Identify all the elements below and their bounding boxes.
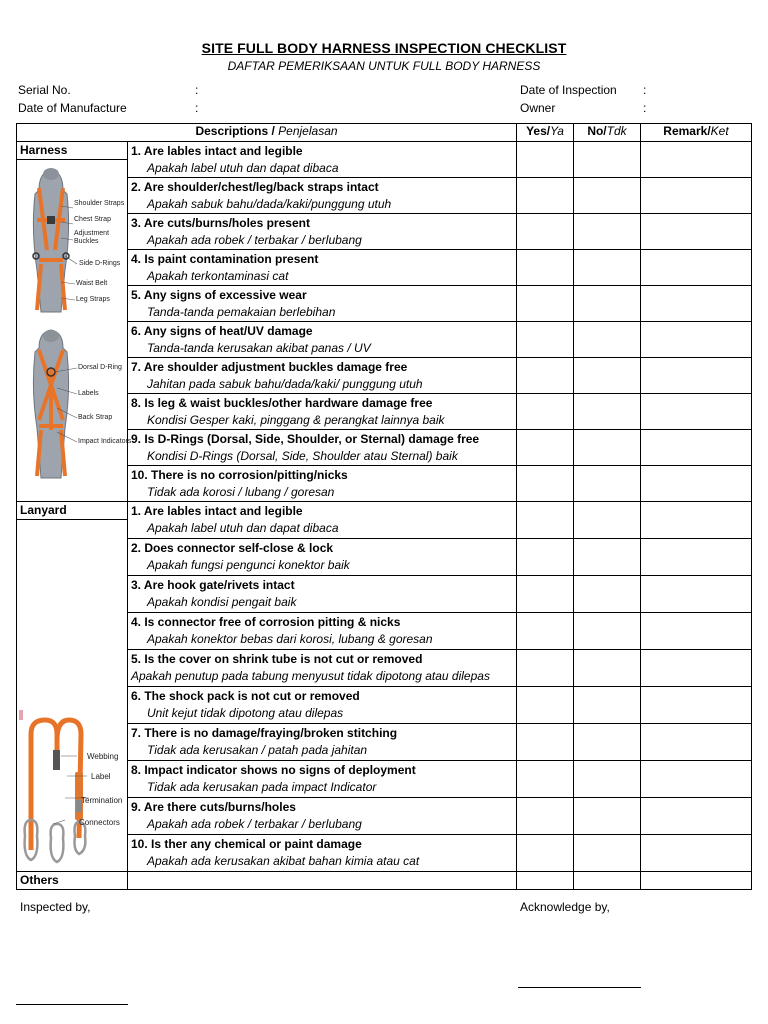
harness-item-no-cell[interactable] xyxy=(574,322,641,358)
harness-item-yes-cell[interactable] xyxy=(517,214,574,250)
harness-item-description xyxy=(128,178,517,214)
harness-section-cell xyxy=(17,142,132,502)
harness-item-yes-cell[interactable] xyxy=(517,322,574,358)
harness-item-description xyxy=(128,214,517,250)
harness-section xyxy=(17,142,752,502)
lanyard-item-remark-cell[interactable] xyxy=(641,687,752,724)
lanyard-item-remark-cell[interactable] xyxy=(641,539,752,576)
harness-item-no-cell[interactable] xyxy=(574,358,641,394)
harness-item-yes-cell[interactable] xyxy=(517,178,574,214)
harness-item-description xyxy=(128,250,517,286)
lanyard-item-remark-cell[interactable] xyxy=(641,650,752,687)
lanyard-item-description xyxy=(128,687,517,724)
inspector-signature-line[interactable] xyxy=(16,1004,128,1005)
others-remark-cell[interactable] xyxy=(641,872,752,890)
harness-item-description xyxy=(128,358,517,394)
harness-item-no-cell[interactable] xyxy=(574,430,641,466)
lanyard-item-yes-cell[interactable] xyxy=(517,576,574,613)
item-text-en: 2. Are shoulder/chest/leg/back straps intact xyxy=(131,180,379,194)
item-text-en: 5. Is the cover on shrink tube is not cut or removed xyxy=(131,652,423,666)
item-text-en: 2. Does connector self-close & lock xyxy=(131,541,334,555)
harness-item-no-cell[interactable] xyxy=(574,394,641,430)
lanyard-item-no-cell[interactable] xyxy=(574,761,641,798)
table-row xyxy=(17,502,752,539)
item-text-en: 1. Are lables intact and legible xyxy=(131,144,303,158)
item-text-id: Jahitan pada sabuk bahu/dada/kaki/ punggung utuh xyxy=(147,377,423,391)
item-text-en: 4. Is paint contamination present xyxy=(131,252,319,266)
harness-item-remark-cell[interactable] xyxy=(641,142,752,178)
item-text-en: 7. Are shoulder adjustment buckles damage free xyxy=(131,360,408,374)
callout-side-d-rings: Side D-Rings xyxy=(79,260,121,267)
item-text-id: Kondisi Gesper kaki, pinggang & perangkat lainnya baik xyxy=(147,413,445,427)
date-of-inspection-colon: : xyxy=(643,83,647,97)
lanyard-label: Lanyard xyxy=(17,502,127,520)
date-of-inspection-field[interactable] xyxy=(520,83,617,97)
others-yes-cell[interactable] xyxy=(517,872,574,890)
date-of-manufacture-field[interactable] xyxy=(18,101,127,115)
item-text-id: Apakah ada kerusakan akibat bahan kimia atau cat xyxy=(147,854,420,868)
item-text-en: 7. There is no damage/fraying/broken stitching xyxy=(131,726,398,740)
item-text-en: 3. Are cuts/burns/holes present xyxy=(131,216,310,230)
harness-item-no-cell[interactable] xyxy=(574,178,641,214)
harness-label: Harness xyxy=(17,142,127,160)
item-text-en: 4. Is connector free of corrosion pitting & nicks xyxy=(131,615,401,629)
harness-item-remark-cell[interactable] xyxy=(641,286,752,322)
date-of-inspection-label: Date of Inspection xyxy=(520,83,617,97)
item-text-en: 10. There is no corrosion/pitting/nicks xyxy=(131,468,348,482)
inspected-by-label: Inspected by, xyxy=(20,900,91,914)
callout-labels: Labels xyxy=(78,390,99,397)
serial-no-field[interactable] xyxy=(18,83,71,97)
acknowledge-by-label: Acknowledge by, xyxy=(520,900,610,914)
harness-item-description xyxy=(128,430,517,466)
item-text-en: 3. Are hook gate/rivets intact xyxy=(131,578,295,592)
harness-item-description xyxy=(128,286,517,322)
lanyard-item-no-cell[interactable] xyxy=(574,687,641,724)
harness-item-yes-cell[interactable] xyxy=(517,250,574,286)
lanyard-item-no-cell[interactable] xyxy=(574,576,641,613)
lanyard-item-remark-cell[interactable] xyxy=(641,502,752,539)
callout-termination: Termination xyxy=(81,796,123,805)
item-text-id: Apakah label utuh dan dapat dibaca xyxy=(147,521,339,535)
lanyard-item-description xyxy=(128,650,517,687)
item-text-id: Tanda-tanda kerusakan akibat panas / UV xyxy=(147,341,371,355)
lanyard-item-yes-cell[interactable] xyxy=(517,835,574,872)
lanyard-item-description xyxy=(128,613,517,650)
harness-item-remark-cell[interactable] xyxy=(641,466,752,502)
harness-item-yes-cell[interactable] xyxy=(517,466,574,502)
owner-field[interactable] xyxy=(520,101,555,115)
harness-item-yes-cell[interactable] xyxy=(517,394,574,430)
callout-connectors: Connectors xyxy=(79,818,120,827)
callout-waist-belt: Waist Belt xyxy=(76,280,108,287)
owner-colon: : xyxy=(643,101,647,115)
acknowledger-signature-line[interactable] xyxy=(518,987,641,988)
harness-item-no-cell[interactable] xyxy=(574,250,641,286)
item-text-id: Tidak ada kerusakan / patah pada jahitan xyxy=(147,743,368,757)
harness-item-no-cell[interactable] xyxy=(574,286,641,322)
no-header: No/Tdk xyxy=(574,124,641,142)
lanyard-item-yes-cell[interactable] xyxy=(517,798,574,835)
others-description-cell[interactable] xyxy=(128,872,517,890)
lanyard-item-description xyxy=(128,539,517,576)
lanyard-item-no-cell[interactable] xyxy=(574,613,641,650)
harness-item-no-cell[interactable] xyxy=(574,466,641,502)
item-text-en: 8. Is leg & waist buckles/other hardware damage free xyxy=(131,396,433,410)
harness-item-no-cell[interactable] xyxy=(574,142,641,178)
date-of-manufacture-colon: : xyxy=(195,101,199,115)
item-text-en: 9. Is D-Rings (Dorsal, Side, Shoulder, or Sternal) damage free xyxy=(131,432,480,446)
lanyard-item-description xyxy=(128,502,517,539)
table-header-row xyxy=(17,124,752,142)
others-row xyxy=(17,872,752,890)
lanyard-item-description xyxy=(128,835,517,872)
lanyard-item-remark-cell[interactable] xyxy=(641,576,752,613)
yes-header: Yes/Ya xyxy=(517,124,574,142)
harness-item-description xyxy=(128,466,517,502)
callout-chest-strap: Chest Strap xyxy=(74,216,111,223)
lanyard-section-cell xyxy=(17,502,128,872)
lanyard-item-description xyxy=(128,798,517,835)
lanyard-item-description xyxy=(128,724,517,761)
callout-webbing: Webbing xyxy=(87,752,119,761)
serial-no-label: Serial No. xyxy=(18,83,71,97)
harness-item-yes-cell[interactable] xyxy=(517,358,574,394)
callout-impact-indicators: Impact Indicators xyxy=(78,438,132,445)
harness-item-remark-cell[interactable] xyxy=(641,358,752,394)
lanyard-item-yes-cell[interactable] xyxy=(517,724,574,761)
others-label: Others xyxy=(17,872,128,890)
harness-item-remark-cell[interactable] xyxy=(641,178,752,214)
page-title: SITE FULL BODY HARNESS INSPECTION CHECKLIST xyxy=(201,40,567,56)
item-text-id: Unit kejut tidak dipotong atau dilepas xyxy=(147,706,344,720)
item-text-id: Apakah kondisi pengait baik xyxy=(147,595,297,609)
harness-item-description xyxy=(128,322,517,358)
lanyard-item-remark-cell[interactable] xyxy=(641,613,752,650)
owner-label: Owner xyxy=(520,101,556,115)
harness-item-remark-cell[interactable] xyxy=(641,322,752,358)
harness-item-remark-cell[interactable] xyxy=(641,430,752,466)
lanyard-item-no-cell[interactable] xyxy=(574,835,641,872)
callout-label: Label xyxy=(91,772,111,781)
item-text-en: 1. Are lables intact and legible xyxy=(131,504,303,518)
harness-illustration xyxy=(17,160,132,493)
item-text-en: 5. Any signs of excessive wear xyxy=(131,288,307,302)
lanyard-item-yes-cell[interactable] xyxy=(517,761,574,798)
harness-item-remark-cell[interactable] xyxy=(641,250,752,286)
harness-item-yes-cell[interactable] xyxy=(517,430,574,466)
lanyard-item-no-cell[interactable] xyxy=(574,539,641,576)
lanyard-item-yes-cell[interactable] xyxy=(517,613,574,650)
item-text-id: Apakah ada robek / terbakar / berlubang xyxy=(147,233,362,247)
lanyard-item-yes-cell[interactable] xyxy=(517,687,574,724)
harness-item-description xyxy=(128,142,517,178)
item-text-id: Apakah terkontaminasi cat xyxy=(147,269,289,283)
item-text-id: Apakah sabuk bahu/dada/kaki/punggung utuh xyxy=(147,197,392,211)
lanyard-item-remark-cell[interactable] xyxy=(641,835,752,872)
lanyard-item-no-cell[interactable] xyxy=(574,650,641,687)
item-text-en: 8. Impact indicator shows no signs of deployment xyxy=(131,763,416,777)
serial-no-colon: : xyxy=(195,83,199,97)
callout-shoulder-straps: Shoulder Straps xyxy=(74,200,125,207)
lanyard-item-description xyxy=(128,761,517,798)
page-subtitle: DAFTAR PEMERIKSAAN UNTUK FULL BODY HARNESS xyxy=(227,59,541,73)
lanyard-item-remark-cell[interactable] xyxy=(641,724,752,761)
item-text-en: 6. The shock pack is not cut or removed xyxy=(131,689,360,703)
lanyard-item-remark-cell[interactable] xyxy=(641,798,752,835)
lanyard-section xyxy=(17,502,752,872)
harness-item-yes-cell[interactable] xyxy=(517,142,574,178)
harness-item-remark-cell[interactable] xyxy=(641,394,752,430)
item-text-id: Kondisi D-Rings (Dorsal, Side, Shoulder atau Sternal) baik xyxy=(147,449,458,463)
callout-leg-straps: Leg Straps xyxy=(76,296,110,303)
item-text-id: Apakah fungsi pengunci konektor baik xyxy=(147,558,350,572)
callout-dorsal-d-ring: Dorsal D-Ring xyxy=(78,364,122,371)
item-text-id: Tanda-tanda pemakaian berlebihan xyxy=(147,305,336,319)
lanyard-item-yes-cell[interactable] xyxy=(517,539,574,576)
remark-header: Remark/Ket xyxy=(641,124,752,142)
harness-item-yes-cell[interactable] xyxy=(517,286,574,322)
others-no-cell[interactable] xyxy=(574,872,641,890)
item-text-id: Apakah konektor bebas dari korosi, lubang & goresan xyxy=(147,632,433,646)
table-row xyxy=(17,142,752,178)
lanyard-illustration xyxy=(17,520,128,871)
lanyard-item-no-cell[interactable] xyxy=(574,502,641,539)
lanyard-item-yes-cell[interactable] xyxy=(517,650,574,687)
item-text-id: Apakah penutup pada tabung menyusut tidak dipotong atau dilepas xyxy=(131,669,490,683)
callout-adjustment-buckles: Adjustment Buckles xyxy=(74,230,110,245)
harness-item-no-cell[interactable] xyxy=(574,214,641,250)
lanyard-item-no-cell[interactable] xyxy=(574,798,641,835)
harness-item-description xyxy=(128,394,517,430)
harness-item-remark-cell[interactable] xyxy=(641,214,752,250)
item-text-id: Tidak ada kerusakan pada impact Indicator xyxy=(147,780,377,794)
descriptions-header: Descriptions / Penjelasan xyxy=(17,124,517,142)
callout-back-strap: Back Strap xyxy=(78,414,113,421)
item-text-en: 10. Is ther any chemical or paint damage xyxy=(131,837,362,851)
item-text-en: 9. Are there cuts/burns/holes xyxy=(131,800,296,814)
lanyard-item-remark-cell[interactable] xyxy=(641,761,752,798)
date-of-manufacture-label: Date of Manufacture xyxy=(18,101,127,115)
item-text-en: 6. Any signs of heat/UV damage xyxy=(131,324,313,338)
item-text-id: Tidak ada korosi / lubang / goresan xyxy=(147,485,335,499)
lanyard-item-no-cell[interactable] xyxy=(574,724,641,761)
lanyard-item-yes-cell[interactable] xyxy=(517,502,574,539)
checklist-table xyxy=(16,123,752,890)
item-text-id: Apakah label utuh dan dapat dibaca xyxy=(147,161,339,175)
item-text-id: Apakah ada robek / terbakar / berlubang xyxy=(147,817,362,831)
lanyard-item-description xyxy=(128,576,517,613)
